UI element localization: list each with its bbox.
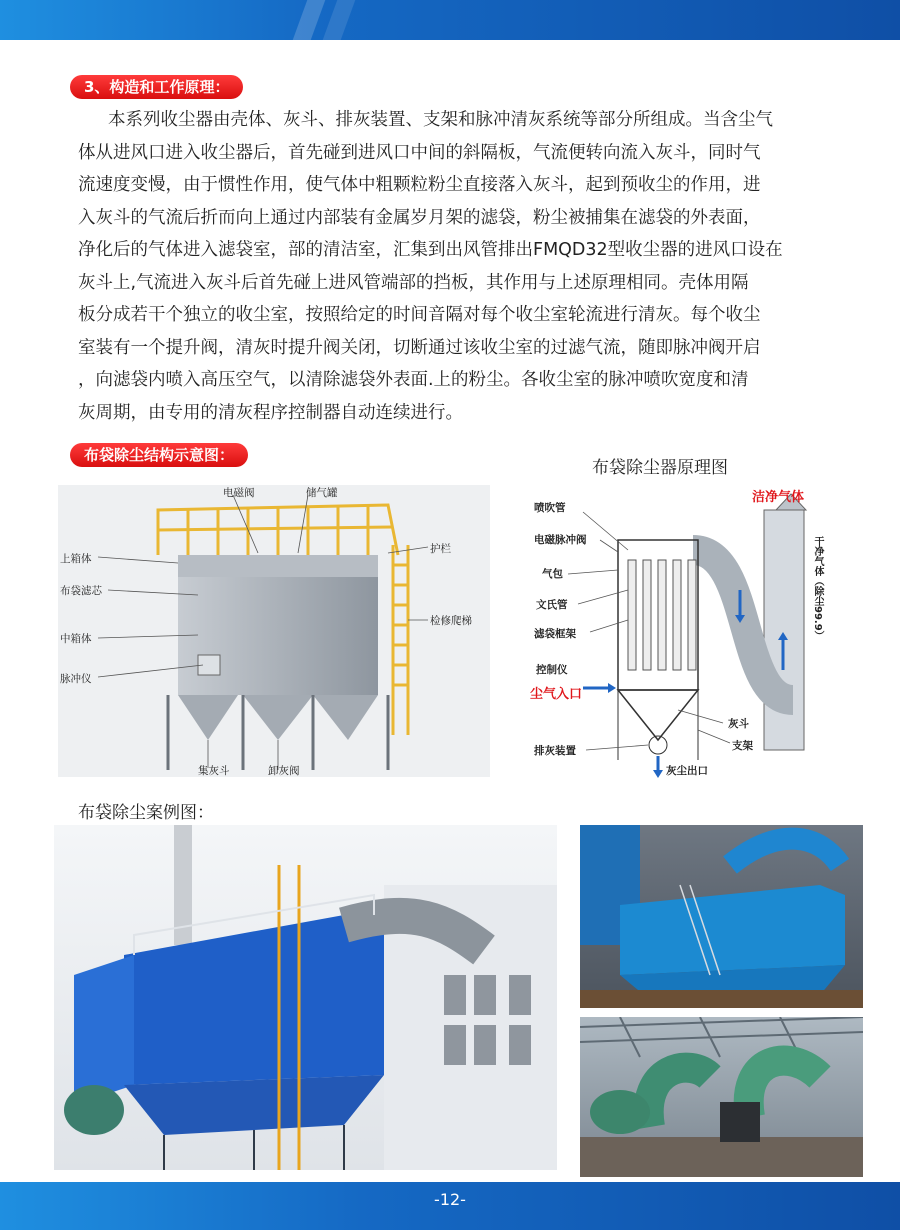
section-heading: 3、构造和工作原理： [70,75,243,99]
label-controller: 控制仪 [536,664,568,676]
label-pulse: 脉冲仪 [60,673,92,685]
page-number: -12- [434,1190,466,1209]
label-venturi: 文氏管 [536,599,568,611]
label-hopper-r: 灰斗 [728,718,749,730]
label-pulse-valve: 电磁脉冲阀 [534,534,587,546]
dust-collector-photo [54,825,557,1170]
case-caption: 布袋除尘案例图： [78,803,214,823]
label-solenoid: 电磁阀 [223,487,255,499]
label-air-bag: 气包 [542,568,563,580]
dust-collector-illustration [58,485,490,777]
label-upper-box: 上箱体 [60,553,92,565]
label-middle-box: 中箱体 [60,633,92,645]
label-filter-bag: 布袋滤芯 [60,585,102,597]
label-tank: 储气罐 [306,487,338,499]
label-discharge-valve: 卸灰阀 [268,765,300,777]
principle-title: 布袋除尘器原理图 [592,458,728,478]
label-ladder: 检修爬梯 [430,615,472,627]
structure-diagram [58,485,490,777]
label-dust-outlet: 灰尘出口 [666,765,708,777]
label-support: 支架 [732,740,753,752]
body-paragraph: 本系列收尘器由壳体、灰斗、排灰装置、支架和脉冲清灰系统等部分所组成。当含尘气 体从进风口进入收尘器后，首先碰到进风口中间的斜隔板，气流便转向流入灰斗，同时气 流速度变慢，由于惯性作用，使气体中粗颗粒粉尘直接落入灰斗，起到预收尘的作用，进 入灰斗的气流后折而向上通过内部装有金属岁月架的滤袋，粉尘被捕集在滤袋的外表面， 净化后的气体进入滤袋室，部的清洁室，汇集到出风管排出FMQD32型收尘器的进风口设在 灰斗上,气流进入灰斗后首先碰上进风管端部的挡板，其作用与上述原理相同。壳体用隔 板分成若干个独立的收尘室，按照给定的时间音隔对每个收尘室轮流进行清灰。每个收尘 室装有一个提升阀，清灰时提升阀关闭，切断通过该收尘室的过滤气流，随即脉冲阀开启 ，向滤袋内喷入高压空气，以清除滤袋外表面.上的粉尘。各收尘室的脉冲喷吹宽度和清 灰周期，由专用的清灰程序控制器自动连续进行。 [78,110,783,423]
blue-collector-photo [580,825,863,1008]
label-bag-frame: 滤袋框架 [534,628,576,640]
header-bar [0,0,900,40]
label-dry-gas: 干净气体（除尘99.9） [812,536,823,641]
label-clean-gas: 洁净气体 [752,490,805,505]
label-discharge: 排灰装置 [534,745,576,757]
case-photo-main [54,825,557,1170]
structure-heading: 布袋除尘结构示意图： [70,443,248,467]
label-blow-pipe: 喷吹管 [534,502,566,514]
label-hopper: 集灰斗 [198,765,230,777]
label-dust-inlet: 尘气入口 [530,687,583,702]
case-photo-3 [580,1017,863,1177]
case-photo-2 [580,825,863,1008]
principle-diagram [528,480,840,780]
label-guardrail: 护栏 [430,543,451,555]
green-collector-photo [580,1017,863,1177]
